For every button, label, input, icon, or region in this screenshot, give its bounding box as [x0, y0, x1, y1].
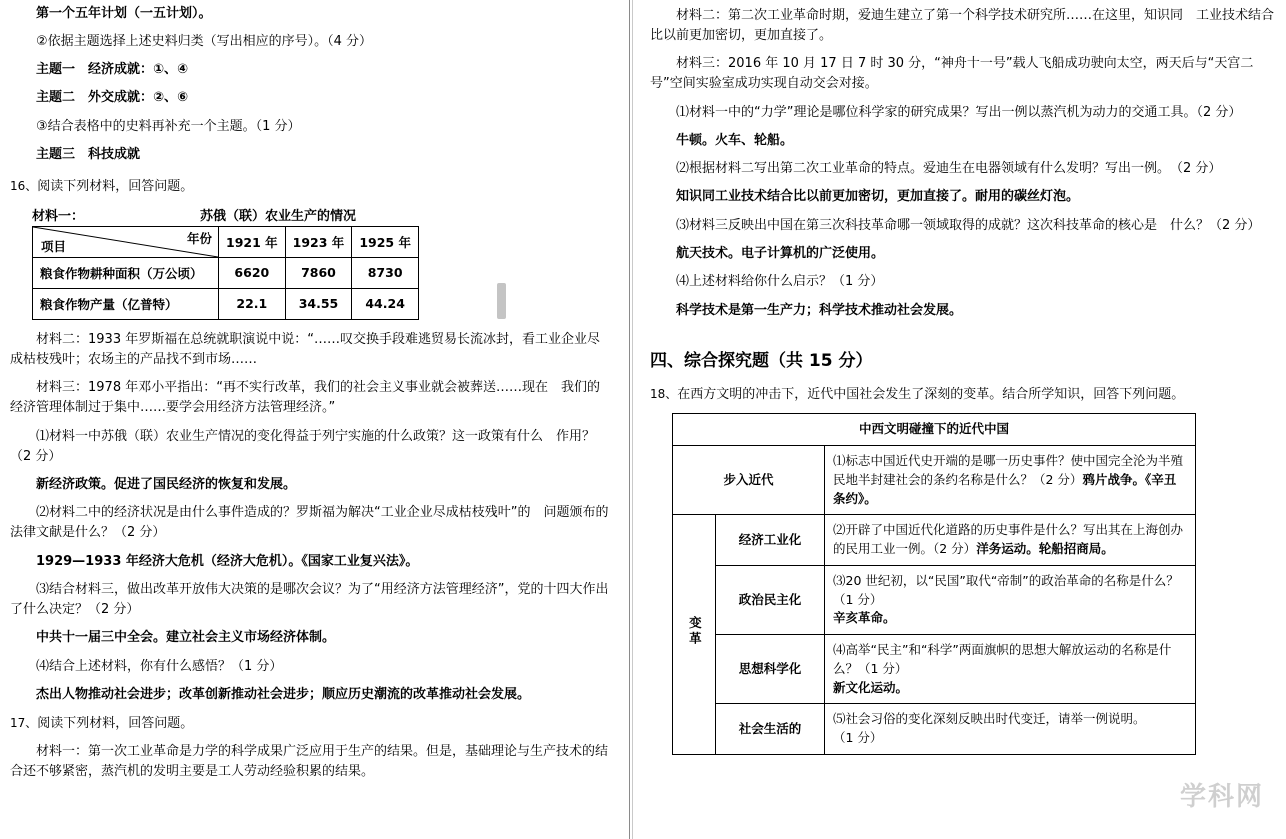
table2-row3-question: ⑶20 世纪初，以“民国”取代“帝制”的政治革命的名称是什么？（1 分）: [833, 572, 1179, 607]
q16-answer1: 新经济政策。促进了国民经济的恢复和发展。: [36, 476, 297, 492]
table2-row5-label: 社会生活的: [716, 704, 825, 755]
q16-material3: 材料三：1978 年邓小平指出：“再不实行改革，我们的社会主义事业就会被葬送……现在 我们的经济管理体制过于集中……要学会用经济方法管理经济。”: [10, 380, 600, 416]
table1-row-header-label: 项目: [41, 238, 67, 254]
table2-row3-answer: 辛亥革命。: [833, 610, 896, 626]
table2-row3-label: 政治民主化: [716, 565, 825, 634]
table2-row5-answer: （1 分）: [833, 730, 883, 746]
table1-corner-cell: [33, 226, 219, 257]
q17-sub1: ⑴材料一中的“力学”理论是哪位科学家的研究成果？写出一例以蒸汽机为动力的交通工具。（2 分）: [676, 104, 1242, 120]
table1-row2-v1: 22.1: [219, 288, 286, 319]
q17-sub3: ⑶材料三反映出中国在第三次科技革命哪一领域取得的成就？这次科技革命的核心是 什么？（2 分）: [676, 217, 1261, 233]
table1-col-1923: 1923 年: [285, 226, 352, 257]
table1-col-1925: 1925 年: [352, 226, 419, 257]
q15-theme3: 主题三 科技成就: [36, 146, 141, 162]
q17-stem-line: [10, 714, 612, 734]
table-row: [33, 226, 419, 257]
table1-title: 苏俄（联）农业生产的情况: [200, 208, 357, 224]
q17-number: 17、: [10, 715, 38, 730]
table2-row5-content: [825, 704, 1196, 755]
q17-answer4: 科学技术是第一生产力；科学技术推动社会发展。: [676, 302, 963, 318]
table2-row1-answer: 鸦片战争。《辛丑条约》。: [833, 471, 1177, 506]
q17-material2: 材料二：第二次工业革命时期，爱迪生建立了第一个科学技术研究所……在这里，知识同 工业技术结合比以前更加密切，更加直接了。: [650, 8, 1275, 44]
q17-sub2: ⑵根据材料二写出第二次工业革命的特点。爱迪生在电器领域有什么发明？写出一例。 （2 分）: [676, 161, 1222, 177]
q16-material2: 材料二：1933 年罗斯福在总统就职演说中说：“……叹交换手段难逃贸易长流冰封，看工业企业尽成枯枝残叶；农场主的产品找不到市场……: [10, 331, 600, 368]
table2-row5-question: ⑸社会习俗的变化深刻反映出时代变迁，请举一例说明。: [833, 711, 1146, 727]
q16-stem-line: [10, 177, 612, 197]
material1-label: 材料一：: [32, 208, 85, 224]
watermark: [1180, 776, 1264, 813]
table1-row2-v3: 44.24: [352, 288, 419, 319]
q16-sub4: ⑷结合上述材料，你有什么感悟？（1 分）: [36, 658, 283, 674]
table2-row1-question: ⑴标志中国近代史开端的是哪一历史事件？使中国完全沦为半殖民地半封建社会的条约名称是什么？（2 分）: [833, 453, 1184, 487]
table-row: [673, 446, 1196, 515]
q17-material1: 材料一：第一次工业革命是力学的科学成果广泛应用于生产的结果。但是，基础理论与生产技术的结合还不够紧密，蒸汽机的发明主要是工人劳动经验积累的结果。: [10, 743, 609, 779]
table-row: [33, 257, 419, 288]
table2-row2-question: ⑵开辟了中国近代化道路的历史事件是什么？写出其在上海创办的民用工业一例。（2 分）: [833, 522, 1184, 557]
q18-number: 18、: [650, 387, 678, 402]
table2-row2-label: 经济工业化: [716, 515, 825, 566]
table2-row4-label: 思想科学化: [716, 635, 825, 704]
q16-answer2: 1929—1933 年经济大危机（经济大危机）。《国家工业复兴法》。: [36, 553, 419, 569]
table2-title: 中西文明碰撞下的近代中国: [673, 414, 1196, 446]
q17-answer2: 知识同工业技术结合比以前更加密切，更加直接了。耐用的碳丝灯泡。: [676, 189, 1080, 205]
table-row: [673, 635, 1196, 704]
q17-answer1: 牛顿。火车、轮船。: [676, 132, 794, 148]
q16-answer4: 杰出人物推动社会进步；改革创新推动社会进步；顺应历史潮流的改革推动社会发展。: [36, 687, 531, 703]
left-page-column: [0, 0, 620, 839]
q15-theme1: 主题一 经济成就：①、④: [36, 62, 189, 78]
q15-item2: ②依据主题选择上述史料归类（写出相应的序号）。（4 分）: [36, 34, 373, 50]
table1-wrapper: [32, 226, 612, 320]
q16-material1-caption: [32, 205, 472, 224]
watermark-text: 学科网: [1179, 782, 1264, 812]
q16-sub2: ⑵材料二中的经济状况是由什么事件造成的？罗斯福为解决“工业企业尽成枯枝残叶”的 问题颁布的法律文献是什么？（2 分）: [10, 505, 609, 541]
table1-col-1921: 1921 年: [219, 226, 286, 257]
section-4-title: 四、综合探究题（共 15 分）: [650, 351, 873, 372]
table2-row4-answer: 新文化运动。: [833, 679, 909, 695]
q16-sub1: ⑴材料一中苏俄（联）农业生产情况的变化得益于列宁实施的什么政策？这一政策有什么 作用？（2 分）: [10, 428, 596, 464]
table2-row1-label: 步入近代: [673, 446, 825, 515]
modern-china-table: [672, 413, 1196, 755]
agriculture-table: [32, 226, 419, 320]
page-divider: [629, 0, 630, 839]
table2-vertical-label: [673, 515, 716, 755]
q16-answer3: 中共十一届三中全会。建立社会主义市场经济体制。: [36, 630, 336, 646]
table1-row1-v3: 8730: [352, 257, 419, 288]
scrollbar-thumb[interactable]: [497, 283, 506, 319]
q16-sub3: ⑶结合材料三，做出改革开放伟大决策的是哪次会议？为了“用经济方法管理经济”，党的十四大作出了什么决定？（2 分）: [10, 582, 609, 618]
q15-theme2: 主题二 外交成就：②、⑥: [36, 90, 189, 106]
q16-stem: 阅读下列材料，回答问题。: [37, 178, 194, 194]
table1-row1-label: 粮食作物耕种面积（万公顷）: [33, 257, 219, 288]
q18-stem: 在西方文明的冲击下，近代中国社会发生了深刻的变革。结合所学知识，回答下列问题。: [677, 387, 1185, 403]
q15-item3: ③结合表格中的史料再补充一个主题。（1 分）: [36, 118, 301, 134]
table2-row4-content: [825, 635, 1196, 704]
right-page-column: [640, 0, 1286, 839]
q17-answer3: 航天技术。电子计算机的广泛使用。: [676, 245, 885, 261]
q15-plan-line: 第一个五年计划（一五计划）。: [36, 6, 212, 21]
table-row: [673, 565, 1196, 634]
table1-row2-label: 粮食作物产量（亿普特）: [33, 288, 219, 319]
page-divider-shadow: [632, 0, 633, 839]
table-row: [33, 288, 419, 319]
table1-row2-v2: 34.55: [285, 288, 352, 319]
table2-row1-content: [825, 446, 1196, 515]
table-row: [673, 414, 1196, 446]
table2-vertical-label-text: 变革: [687, 616, 703, 648]
q17-stem: 阅读下列材料，回答问题。: [37, 715, 194, 731]
q18-stem-line: [650, 385, 1276, 405]
table2-row3-content: [825, 565, 1196, 634]
table-row: [673, 515, 1196, 566]
table-row: [673, 704, 1196, 755]
q16-number: 16、: [10, 178, 38, 193]
table2-row4-question: ⑷高举“民主”和“科学”两面旗帜的思想大解放运动的名称是什么？（1 分）: [833, 642, 1172, 676]
table2-row2-content: [825, 515, 1196, 566]
q17-sub4: ⑷上述材料给你什么启示？（1 分）: [676, 274, 884, 290]
table1-row1-v1: 6620: [219, 257, 286, 288]
table2-row2-answer: 洋务运动。轮船招商局。: [976, 541, 1114, 557]
table1-row1-v2: 7860: [285, 257, 352, 288]
q17-material3: 材料三：2016 年 10 月 17 日 7 时 30 分，“神舟十一号”载人飞船成功驶向太空，两天后与“天宫二号”空间实验室成功实现自动交会对接。: [650, 56, 1254, 92]
table1-col-header-label: 年份: [186, 230, 212, 246]
